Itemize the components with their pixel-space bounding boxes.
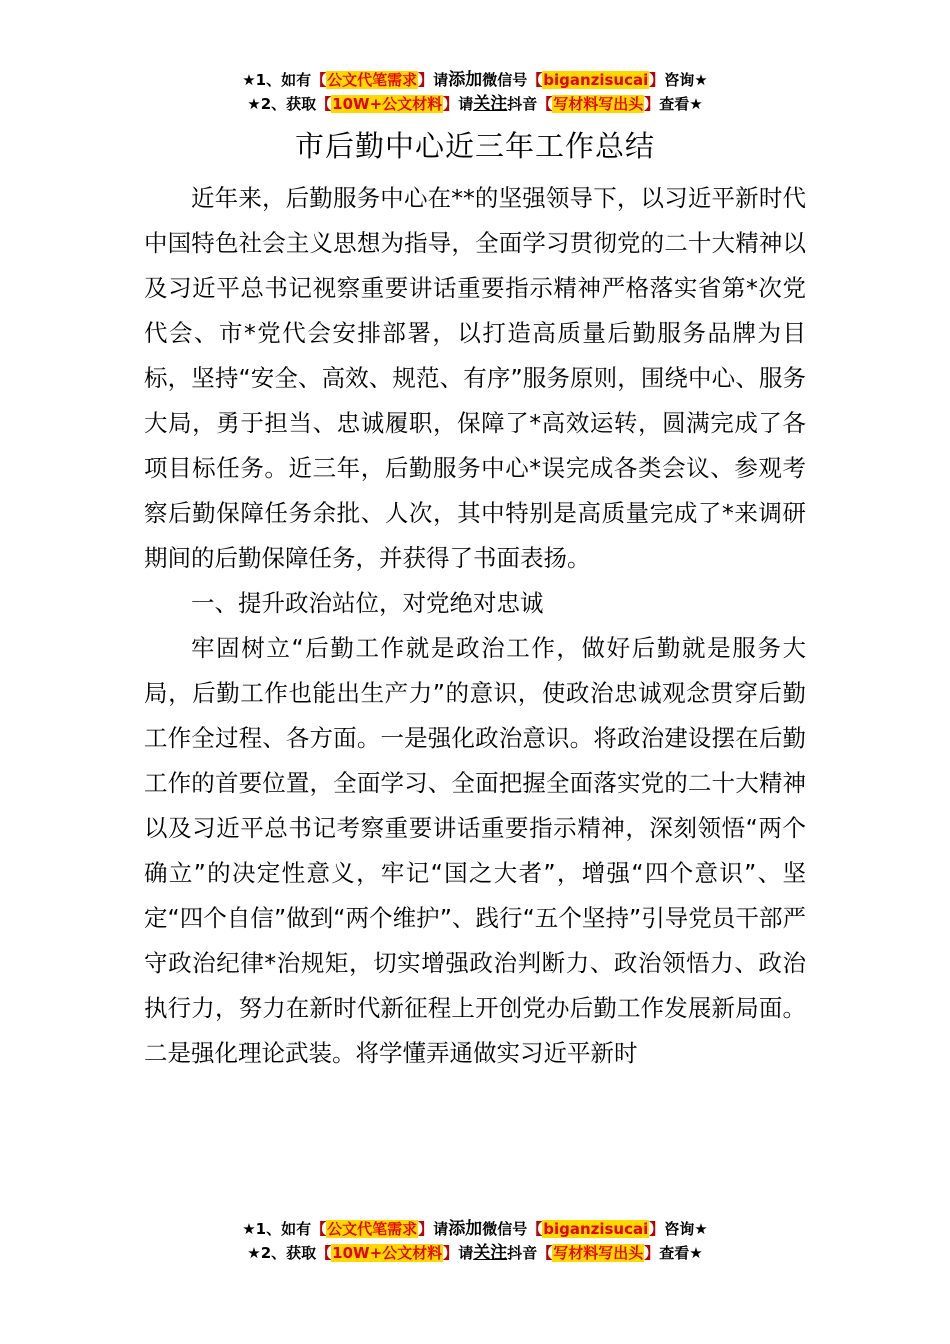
- bracket: 】: [418, 71, 434, 89]
- bracket: 【: [311, 1220, 327, 1238]
- section-heading-1: 一、提升政治站位，对党绝对忠诚: [191, 589, 544, 617]
- highlight-douyin: 写材料写出头: [553, 95, 644, 113]
- bracket: 【: [527, 1220, 543, 1238]
- banner-text: 抖音: [507, 1244, 538, 1262]
- banner-text: 微信号: [482, 1220, 528, 1238]
- banner-text: 微信号: [482, 71, 528, 89]
- banner-text: 请: [433, 1220, 449, 1238]
- banner-text: ★2、获取: [247, 95, 317, 113]
- bracket: 】: [443, 1244, 459, 1262]
- banner-text: 请: [458, 1244, 474, 1262]
- bracket: 【: [316, 1244, 332, 1262]
- banner-text: ★2、获取: [247, 1244, 317, 1262]
- highlight-wechat-id: biganzisucai: [543, 71, 649, 89]
- banner-text: 请: [433, 71, 449, 89]
- bracket: 】: [644, 1244, 660, 1262]
- banner-line-1: [0, 1217, 950, 1241]
- banner-text: 查看★: [659, 95, 703, 113]
- banner-text: 查看★: [659, 1244, 703, 1262]
- bracket: 】: [644, 95, 660, 113]
- banner-line-2: [0, 92, 950, 116]
- bracket: 】: [649, 1220, 665, 1238]
- bracket: 【: [537, 1244, 553, 1262]
- highlight-douyin: 写材料写出头: [553, 1244, 644, 1262]
- banner-line-1: [0, 68, 950, 92]
- highlight-materials: 10W+公文材料: [332, 1244, 443, 1262]
- banner-text: ★1、如有: [242, 71, 312, 89]
- bracket: 】: [443, 95, 459, 113]
- banner-text: ★1、如有: [242, 1220, 312, 1238]
- banner-text-emph: 关注: [473, 94, 508, 114]
- banner-text: 咨询★: [664, 71, 708, 89]
- document-title: 市后勤中心近三年工作总结: [294, 129, 655, 163]
- banner-text: 咨询★: [664, 1220, 708, 1238]
- bracket: 【: [537, 95, 553, 113]
- bracket: 【: [311, 71, 327, 89]
- bracket: 】: [418, 1220, 434, 1238]
- bracket: 【: [527, 71, 543, 89]
- header-banner: [0, 68, 950, 116]
- banner-text-emph: 添加: [448, 1219, 483, 1239]
- paragraph-intro: 近年来，后勤服务中心在**的坚强领导下，以习近平新时代中国特色社会主义思想为指导，全面学习贯彻党的二十大精神以及习近平总书记视察重要讲话重要指示精神严格落实省第*次党代会、市*党代会安排部署，以打造高质量后勤服务品牌为目标，坚持“安全、高效、规范、有序”服务原则，围绕中心、服务大局，勇于担当、忠诚履职，保障了*高效运转，圆满完成了各项目标任务。近三年，后勤服务中心*误完成各类会议、参观考察后勤保障任务余批、人次，其中特别是高质量完成了*来调研期间的后勤保障任务，并获得了书面表扬。: [144, 184, 806, 572]
- bracket: 【: [316, 95, 332, 113]
- banner-text: 抖音: [507, 95, 538, 113]
- highlight-service: 公文代笔需求: [327, 71, 418, 89]
- highlight-materials: 10W+公文材料: [332, 95, 443, 113]
- highlight-wechat-id: biganzisucai: [543, 1220, 649, 1238]
- paragraph-section-1: 牢固树立“后勤工作就是政治工作，做好后勤就是服务大局，后勤工作也能出生产力”的意识，使政治忠诚观念贯穿后勤工作全过程、各方面。一是强化政治意识。将政治建设摆在后勤工作的首要位置，全面学习、全面把握全面落实党的二十大精神以及习近平总书记考察重要讲话重要指示精神，深刻领悟“两个确立”的决定性意义，牢记“国之大者”，增强“四个意识”、坚定“四个自信”做到“两个维护”、践行“五个坚持”引导党员干部严守政治纪律*治规矩，切实增强政治判断力、政治领悟力、政治执行力，努力在新时代新征程上开创党办后勤工作发展新局面。二是强化理论武装。将学懂弄通做实习近平新时: [144, 634, 806, 1067]
- banner-text-emph: 关注: [473, 1243, 508, 1263]
- document-body: [144, 176, 806, 1076]
- banner-text: 请: [458, 95, 474, 113]
- banner-line-2: [0, 1241, 950, 1265]
- banner-text-emph: 添加: [448, 70, 483, 90]
- footer-banner: [0, 1217, 950, 1265]
- bracket: 】: [649, 71, 665, 89]
- highlight-service: 公文代笔需求: [327, 1220, 418, 1238]
